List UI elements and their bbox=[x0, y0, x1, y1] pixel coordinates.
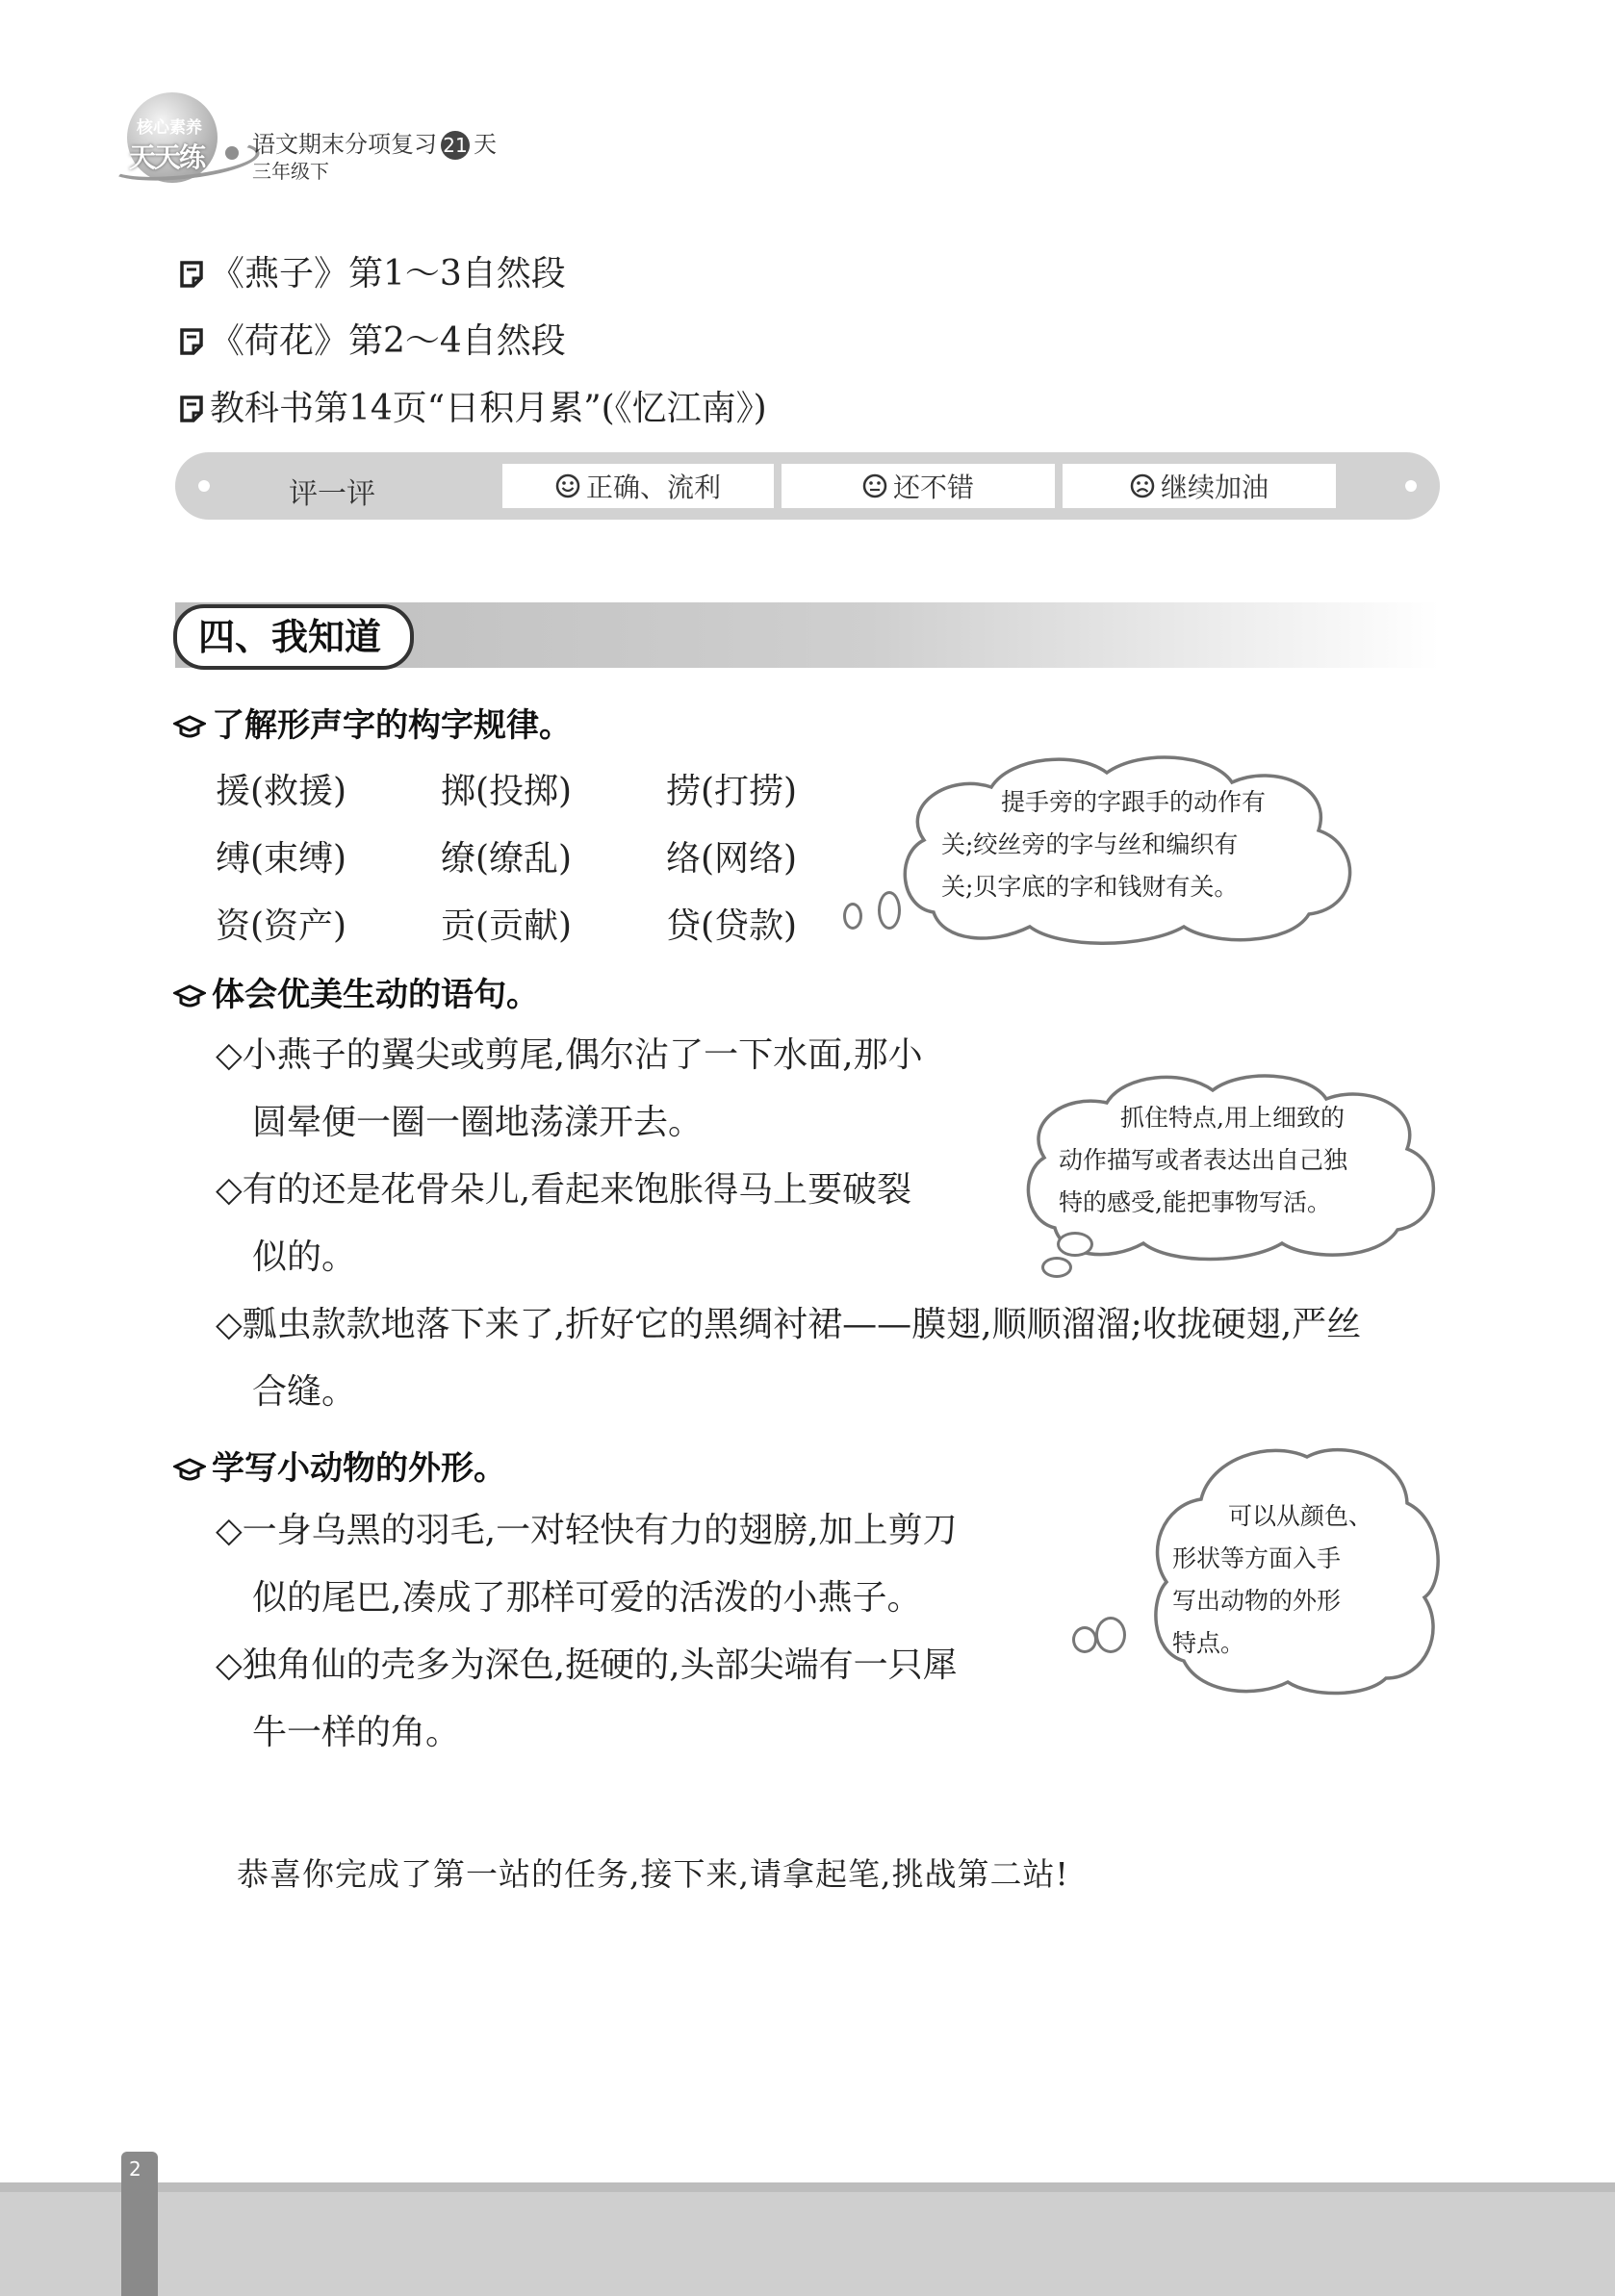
tip-text-line: 抓住特点,用上细致的 bbox=[1120, 1104, 1345, 1132]
reading-item-text: 教科书第14页“日积月累”(《忆江南》) bbox=[210, 389, 767, 428]
logo-text-line2: 天天练 bbox=[129, 141, 205, 173]
thought-bubble bbox=[878, 891, 901, 930]
sentence-line: 似的尾巴,凑成了那样可爱的活泼的小燕子。 bbox=[252, 1578, 922, 1618]
word-item: 贷(贷款) bbox=[666, 906, 798, 946]
series-logo bbox=[108, 92, 252, 185]
reading-item-text: 《荷花》第2～4自然段 bbox=[210, 321, 566, 361]
tip-text-line: 提手旁的字跟手的动作有 bbox=[1001, 788, 1267, 816]
reading-item bbox=[179, 314, 566, 363]
sentence-line: 似的。 bbox=[252, 1237, 357, 1277]
reading-item bbox=[179, 381, 767, 430]
subheading-text: 体会优美生动的语句。 bbox=[212, 976, 539, 1014]
grade-label: 三年级下 bbox=[252, 160, 329, 183]
days-badge: 21 bbox=[441, 131, 470, 160]
option-fluent[interactable] bbox=[502, 464, 774, 508]
tip-text-line: 特的感受,能把事物写活。 bbox=[1059, 1188, 1331, 1216]
book-title-suffix: 天 bbox=[474, 131, 497, 158]
sad-face-icon bbox=[1130, 473, 1155, 498]
page-footer-band bbox=[0, 2182, 1615, 2296]
page-footer-stripe bbox=[0, 2182, 1615, 2192]
option-keep-going-label: 继续加油 bbox=[1160, 472, 1269, 503]
self-evaluation-bar bbox=[175, 452, 1440, 520]
option-fluent-label: 正确、流利 bbox=[585, 472, 721, 503]
word-item: 掷(投掷) bbox=[441, 772, 573, 811]
note-icon bbox=[179, 260, 204, 289]
subheading-phonetic-characters bbox=[173, 699, 572, 746]
note-icon bbox=[179, 395, 204, 423]
closing-message: 恭喜你完成了第一站的任务,接下来,请拿起笔,挑战第二站! bbox=[237, 1855, 1069, 1893]
bar-dot-left bbox=[198, 480, 210, 492]
tip-text-line: 关;贝字底的字和钱财有关。 bbox=[941, 873, 1239, 901]
tip-text-line: 关;绞丝旁的字与丝和编织有 bbox=[941, 830, 1239, 858]
tip-text-line: 可以从颜色、 bbox=[1228, 1502, 1373, 1530]
sentence-line: ◇小燕子的翼尖或剪尾,偶尔沾了一下水面,那小 bbox=[216, 1035, 923, 1075]
sentence-line: ◇有的还是花骨朵儿,看起来饱胀得马上要破裂 bbox=[216, 1170, 912, 1210]
word-item: 贡(贡献) bbox=[441, 906, 573, 946]
thought-bubble bbox=[1057, 1232, 1093, 1257]
book-title bbox=[252, 125, 497, 160]
sentence-line: 牛一样的角。 bbox=[252, 1713, 461, 1752]
sentence-line: 圆晕便一圈一圈地荡漾开去。 bbox=[252, 1103, 704, 1142]
graduation-cap-icon bbox=[173, 1457, 206, 1482]
neutral-face-icon bbox=[862, 473, 887, 498]
subheading-text: 学写小动物的外形。 bbox=[212, 1449, 506, 1488]
option-not-bad-label: 还不错 bbox=[892, 472, 974, 503]
word-item: 缭(缭乱) bbox=[441, 839, 573, 879]
option-not-bad[interactable] bbox=[782, 464, 1055, 508]
word-item: 缚(束缚) bbox=[216, 839, 347, 879]
graduation-cap-icon bbox=[173, 983, 206, 1008]
smile-face-icon bbox=[555, 473, 580, 498]
tip-text-line: 特点。 bbox=[1172, 1629, 1245, 1657]
reading-item bbox=[179, 246, 566, 295]
logo-text-line1: 核心素养 bbox=[137, 118, 202, 138]
bar-dot-right bbox=[1405, 480, 1417, 492]
sentence-line: ◇独角仙的壳多为深色,挺硬的,头部尖端有一只犀 bbox=[216, 1645, 958, 1685]
thought-bubble bbox=[1095, 1617, 1126, 1653]
thought-bubble bbox=[1041, 1257, 1072, 1278]
tip-text-line: 形状等方面入手 bbox=[1172, 1544, 1342, 1572]
graduation-cap-icon bbox=[173, 714, 206, 739]
word-item: 捞(打捞) bbox=[666, 772, 798, 811]
word-item: 援(救援) bbox=[216, 772, 347, 811]
subheading-text: 了解形声字的构字规律。 bbox=[212, 706, 572, 745]
thought-bubble bbox=[843, 903, 862, 930]
option-keep-going[interactable] bbox=[1063, 464, 1336, 508]
word-item: 资(资产) bbox=[216, 906, 347, 946]
sentence-line: ◇瓢虫款款地落下来了,折好它的黑绸衬裙——膜翅,顺顺溜溜;收拢硬翅,严丝 bbox=[216, 1305, 1362, 1344]
tip-cloud-1 bbox=[895, 749, 1367, 949]
evaluation-label: 评一评 bbox=[289, 477, 375, 511]
section-title: 四、我知道 bbox=[173, 604, 414, 670]
sentence-line: ◇一身乌黑的羽毛,一对轻快有力的翅膀,加上剪刀 bbox=[216, 1511, 958, 1550]
subheading-animal-appearance bbox=[173, 1441, 506, 1489]
tip-text-line: 动作描写或者表达出自己独 bbox=[1059, 1146, 1348, 1174]
page-number: 2 bbox=[129, 2157, 141, 2181]
tip-text-line: 写出动物的外形 bbox=[1172, 1587, 1342, 1615]
note-icon bbox=[179, 327, 204, 356]
thought-bubble bbox=[1072, 1626, 1097, 1653]
book-title-prefix: 语文期末分项复习 bbox=[252, 131, 437, 158]
reading-item-text: 《燕子》第1～3自然段 bbox=[210, 254, 566, 293]
sentence-line: 合缝。 bbox=[252, 1372, 357, 1412]
subheading-vivid-sentences bbox=[173, 968, 539, 1015]
tip-cloud-3 bbox=[1145, 1438, 1444, 1696]
word-item: 络(网络) bbox=[666, 839, 798, 879]
